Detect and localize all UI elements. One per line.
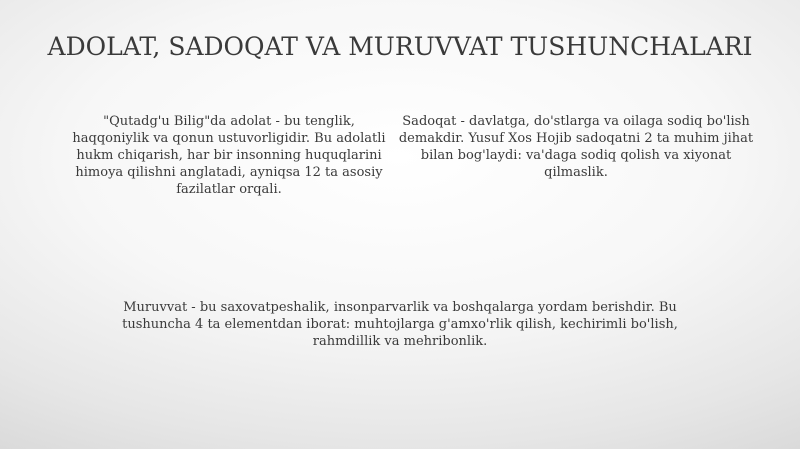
adolat-paragraph: "Qutadg'u Bilig"da adolat - bu tenglik, haqqoniylik va qonun ustuvorligidir. Bu adolatli hukm chiqarish, har bir insonning huquqlarini himoya qilishni anglatadi, ayniqsa 12 ta asosiy fazilatlar orqali. — [72, 114, 386, 197]
sadoqat-paragraph: Sadoqat - davlatga, do'stlarga va oilaga sodiq bo'lish demakdir. Yusuf Xos Hojib sadoqatni 2 ta muhim jihat bilan bog'laydi: va'daga sodiq qolish va xiyonat qilmaslik. — [398, 114, 754, 180]
muruvvat-paragraph: Muruvvat - bu saxovatpeshalik, insonparvarlik va boshqalarga yordam berishdir. Bu tushuncha 4 ta elementdan iborat: muhtojlarga g'amxo'rlik qilish, kechirimli bo'lish, rahmdillik va mehribonlik. — [122, 300, 678, 349]
slide-title: ADOLAT, SADOQAT VA MURUVVAT TUSHUNCHALARI — [47, 32, 753, 61]
